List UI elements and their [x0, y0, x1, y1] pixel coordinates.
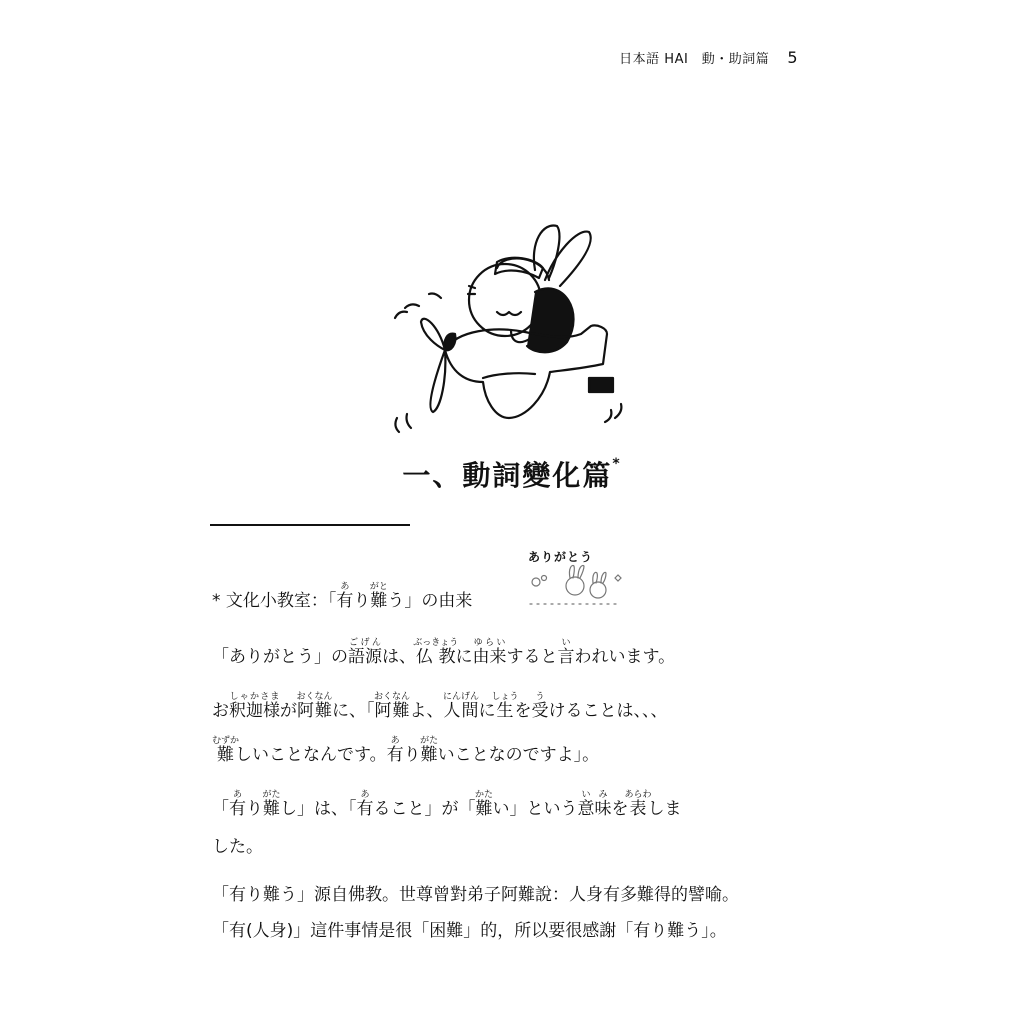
running-header: [619, 48, 798, 67]
page-number: 5: [787, 48, 798, 67]
body-line-6: した。: [212, 837, 263, 857]
header-title: 日本語 HAI 動・助詞篇: [619, 52, 770, 67]
arigatou-stamp: [520, 544, 630, 614]
body-line-4: 難むずかしいことなんです。有あり難がたいことなのですよ」。: [212, 736, 600, 765]
body-line-8: 「有(人身)」這件事情是很「困難」的，所以要很感謝「有り難う」。: [212, 921, 727, 941]
stamp-label: ありがとう: [528, 550, 594, 564]
title-footnote-mark: *: [612, 456, 622, 472]
body-line-2: 「ありがとう」の語源ごげんは、仏教ぶっきょうに由来ゆらいすると言いわれいます。: [212, 638, 676, 667]
body-line-1: * 文化小教室：「有あり難がとう」の由来: [212, 582, 473, 611]
body-line-5: 「有あり難がたし」は、「有あること」が「難かたい」という意味いみを表あらわしま: [212, 790, 682, 819]
chapter-title-text: 一、動詞變化篇: [402, 459, 613, 492]
bunny-airplane-illustration: [385, 222, 635, 442]
section-divider: [210, 524, 410, 526]
body-line-7: 「有り難う」源自佛教。世尊曾對弟子阿難說：人身有多難得的譬喻。: [212, 885, 739, 905]
chapter-title: [0, 454, 1024, 494]
body-line-3: お釈迦様しゃかさまが阿難おくなんに、「阿難おくなんよ、人間にんげんに生しょうを受うけることは、、、: [212, 692, 668, 721]
